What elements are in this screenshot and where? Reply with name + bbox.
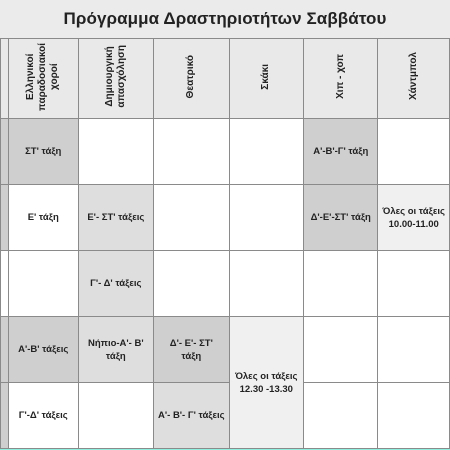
schedule-cell-empty xyxy=(378,317,450,383)
schedule-cell: Γ'-Δ' τάξεις xyxy=(8,383,78,449)
schedule-cell: Α'-Β'-Γ' τάξη xyxy=(304,119,378,185)
header-chess: Σκάκι xyxy=(229,39,303,119)
schedule-cell-empty xyxy=(378,119,450,185)
schedule-cell: Α'- Β'- Γ' τάξεις xyxy=(154,383,229,449)
header-creative-activity: Δημιουργική απασχόληση xyxy=(78,39,154,119)
schedule-cell-empty xyxy=(304,317,378,383)
schedule-cell-empty xyxy=(154,251,229,317)
schedule-cell: Δ'-Ε'-ΣΤ' τάξη xyxy=(304,185,378,251)
header-theater: Θεατρικό xyxy=(154,39,229,119)
header-row xyxy=(1,39,450,119)
table-row xyxy=(1,185,450,251)
page-title: Πρόγραμμα Δραστηριοτήτων Σαββάτου xyxy=(63,9,387,28)
schedule-cell: Γ'- Δ' τάξεις xyxy=(78,251,154,317)
schedule-cell-empty xyxy=(78,383,154,449)
table-row xyxy=(1,251,450,317)
schedule-cell-empty xyxy=(378,383,450,449)
schedule-cell: Νήπιο-Α'- Β' τάξη xyxy=(78,317,154,383)
header-greek-dances: Ελληνικοί παραδοσιακοί χοροί xyxy=(8,39,78,119)
title-bar xyxy=(0,0,450,39)
schedule-cell-empty xyxy=(304,251,378,317)
row-marker xyxy=(1,119,9,185)
row-marker xyxy=(1,185,9,251)
table-row xyxy=(1,119,450,185)
row-marker xyxy=(1,383,9,449)
schedule-cell: Όλες οι τάξεις 10.00-11.00 xyxy=(378,185,450,251)
schedule-cell-empty xyxy=(154,119,229,185)
header-hip-hop: Χιπ - χοπ xyxy=(304,39,378,119)
schedule-cell-empty xyxy=(304,383,378,449)
row-marker xyxy=(1,251,9,317)
schedule-cell: ΣΤ' τάξη xyxy=(8,119,78,185)
schedule-cell-empty xyxy=(78,119,154,185)
schedule-table xyxy=(0,38,450,449)
schedule-cell-empty xyxy=(229,251,303,317)
schedule-cell-empty xyxy=(378,251,450,317)
table-row xyxy=(1,317,450,383)
schedule-cell: Ε' τάξη xyxy=(8,185,78,251)
schedule-cell: Δ'- Ε'- ΣΤ' τάξη xyxy=(154,317,229,383)
schedule-cell: Α'-Β' τάξεις xyxy=(8,317,78,383)
schedule-cell-empty xyxy=(154,185,229,251)
schedule-cell-empty xyxy=(229,185,303,251)
schedule-cell-empty xyxy=(8,251,78,317)
header-handball: Χάντμπολ xyxy=(378,39,450,119)
table-row xyxy=(1,383,450,449)
schedule-cell: Ε'- ΣΤ' τάξεις xyxy=(78,185,154,251)
row-marker xyxy=(1,317,9,383)
schedule-cell: Όλες οι τάξεις 12.30 -13.30 xyxy=(229,317,303,449)
schedule-cell-empty xyxy=(229,119,303,185)
corner-cell xyxy=(1,39,9,119)
